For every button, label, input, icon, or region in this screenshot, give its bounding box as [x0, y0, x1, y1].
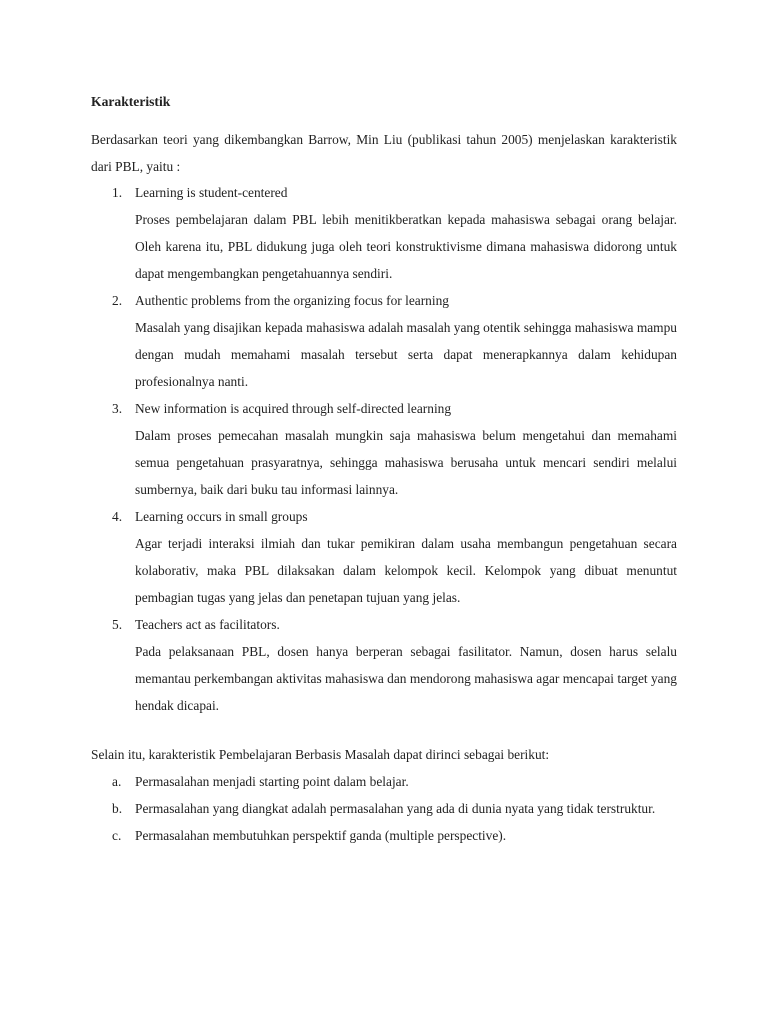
list-marker: 3.: [112, 401, 123, 416]
list-item: [91, 179, 677, 287]
list-marker: a.: [112, 774, 122, 789]
item-title: Learning occurs in small groups: [135, 509, 308, 524]
item-title: Teachers act as facilitators.: [135, 617, 280, 632]
list-item: [91, 395, 677, 503]
list-marker: 1.: [112, 185, 123, 200]
list-marker: 4.: [112, 509, 123, 524]
list-marker: b.: [112, 801, 123, 816]
list-item: [91, 503, 677, 611]
numbered-list: [91, 179, 677, 719]
item-text: Permasalahan membutuhkan perspektif ganda (multiple perspective).: [135, 828, 507, 843]
item-text: Permasalahan menjadi starting point dalam belajar.: [135, 774, 409, 789]
item-description: Masalah yang disajikan kepada mahasiswa adalah masalah yang otentik sehingga mahasiswa mampu dengan mudah memahami masalah tersebut serta dapat menerapkannya dalam kehidupan profesionalnya nanti.: [135, 320, 677, 389]
intro-paragraph: Berdasarkan teori yang dikembangkan Barrow, Min Liu (publikasi tahun 2005) menjelaskan karakteristik dari PBL, yaitu :: [91, 132, 677, 174]
list-item: [91, 611, 677, 719]
list-item: [91, 287, 677, 395]
list-marker: 5.: [112, 617, 123, 632]
item-description: Dalam proses pemecahan masalah mungkin saja mahasiswa belum mengetahui dan memahami semua pengetahuan prasyaratnya, sehingga mahasiswa berusaha untuk mencari sendiri melalui sumbernya, baik dari buku tau informasi lainnya.: [135, 428, 677, 497]
list-item: [91, 822, 677, 849]
list-marker: 2.: [112, 293, 123, 308]
second-intro-paragraph: Selain itu, karakteristik Pembelajaran Berbasis Masalah dapat dirinci sebagai berikut:: [91, 747, 550, 762]
item-description: Proses pembelajaran dalam PBL lebih menitikberatkan kepada mahasiswa sebagai orang belajar. Oleh karena itu, PBL didukung juga oleh teori konstruktivisme dimana mahasiswa didorong untuk dapat mengembangkan pengetahuannya sendiri.: [135, 212, 677, 281]
list-marker: c.: [112, 828, 122, 843]
item-title: New information is acquired through self-directed learning: [135, 401, 452, 416]
list-item: [91, 768, 677, 795]
item-title: Learning is student-centered: [135, 185, 288, 200]
section-heading: Karakteristik: [91, 94, 171, 109]
list-item: [91, 795, 677, 822]
lettered-list: [91, 768, 677, 849]
item-description: Pada pelaksanaan PBL, dosen hanya berperan sebagai fasilitator. Namun, dosen harus selalu memantau perkembangan aktivitas mahasiswa dan mendorong mahasiswa agar mencapai target yang hendak dicapai.: [135, 644, 677, 713]
item-title: Authentic problems from the organizing focus for learning: [135, 293, 449, 308]
item-description: Agar terjadi interaksi ilmiah dan tukar pemikiran dalam usaha membangun pengetahuan secara kolaborativ, maka PBL dilaksakan dalam kelompok kecil. Kelompok yang dibuat menuntut pembagian tugas yang jelas dan penetapan tujuan yang jelas.: [135, 536, 677, 605]
item-text: Permasalahan yang diangkat adalah permasalahan yang ada di dunia nyata yang tidak terstruktur.: [135, 801, 656, 816]
